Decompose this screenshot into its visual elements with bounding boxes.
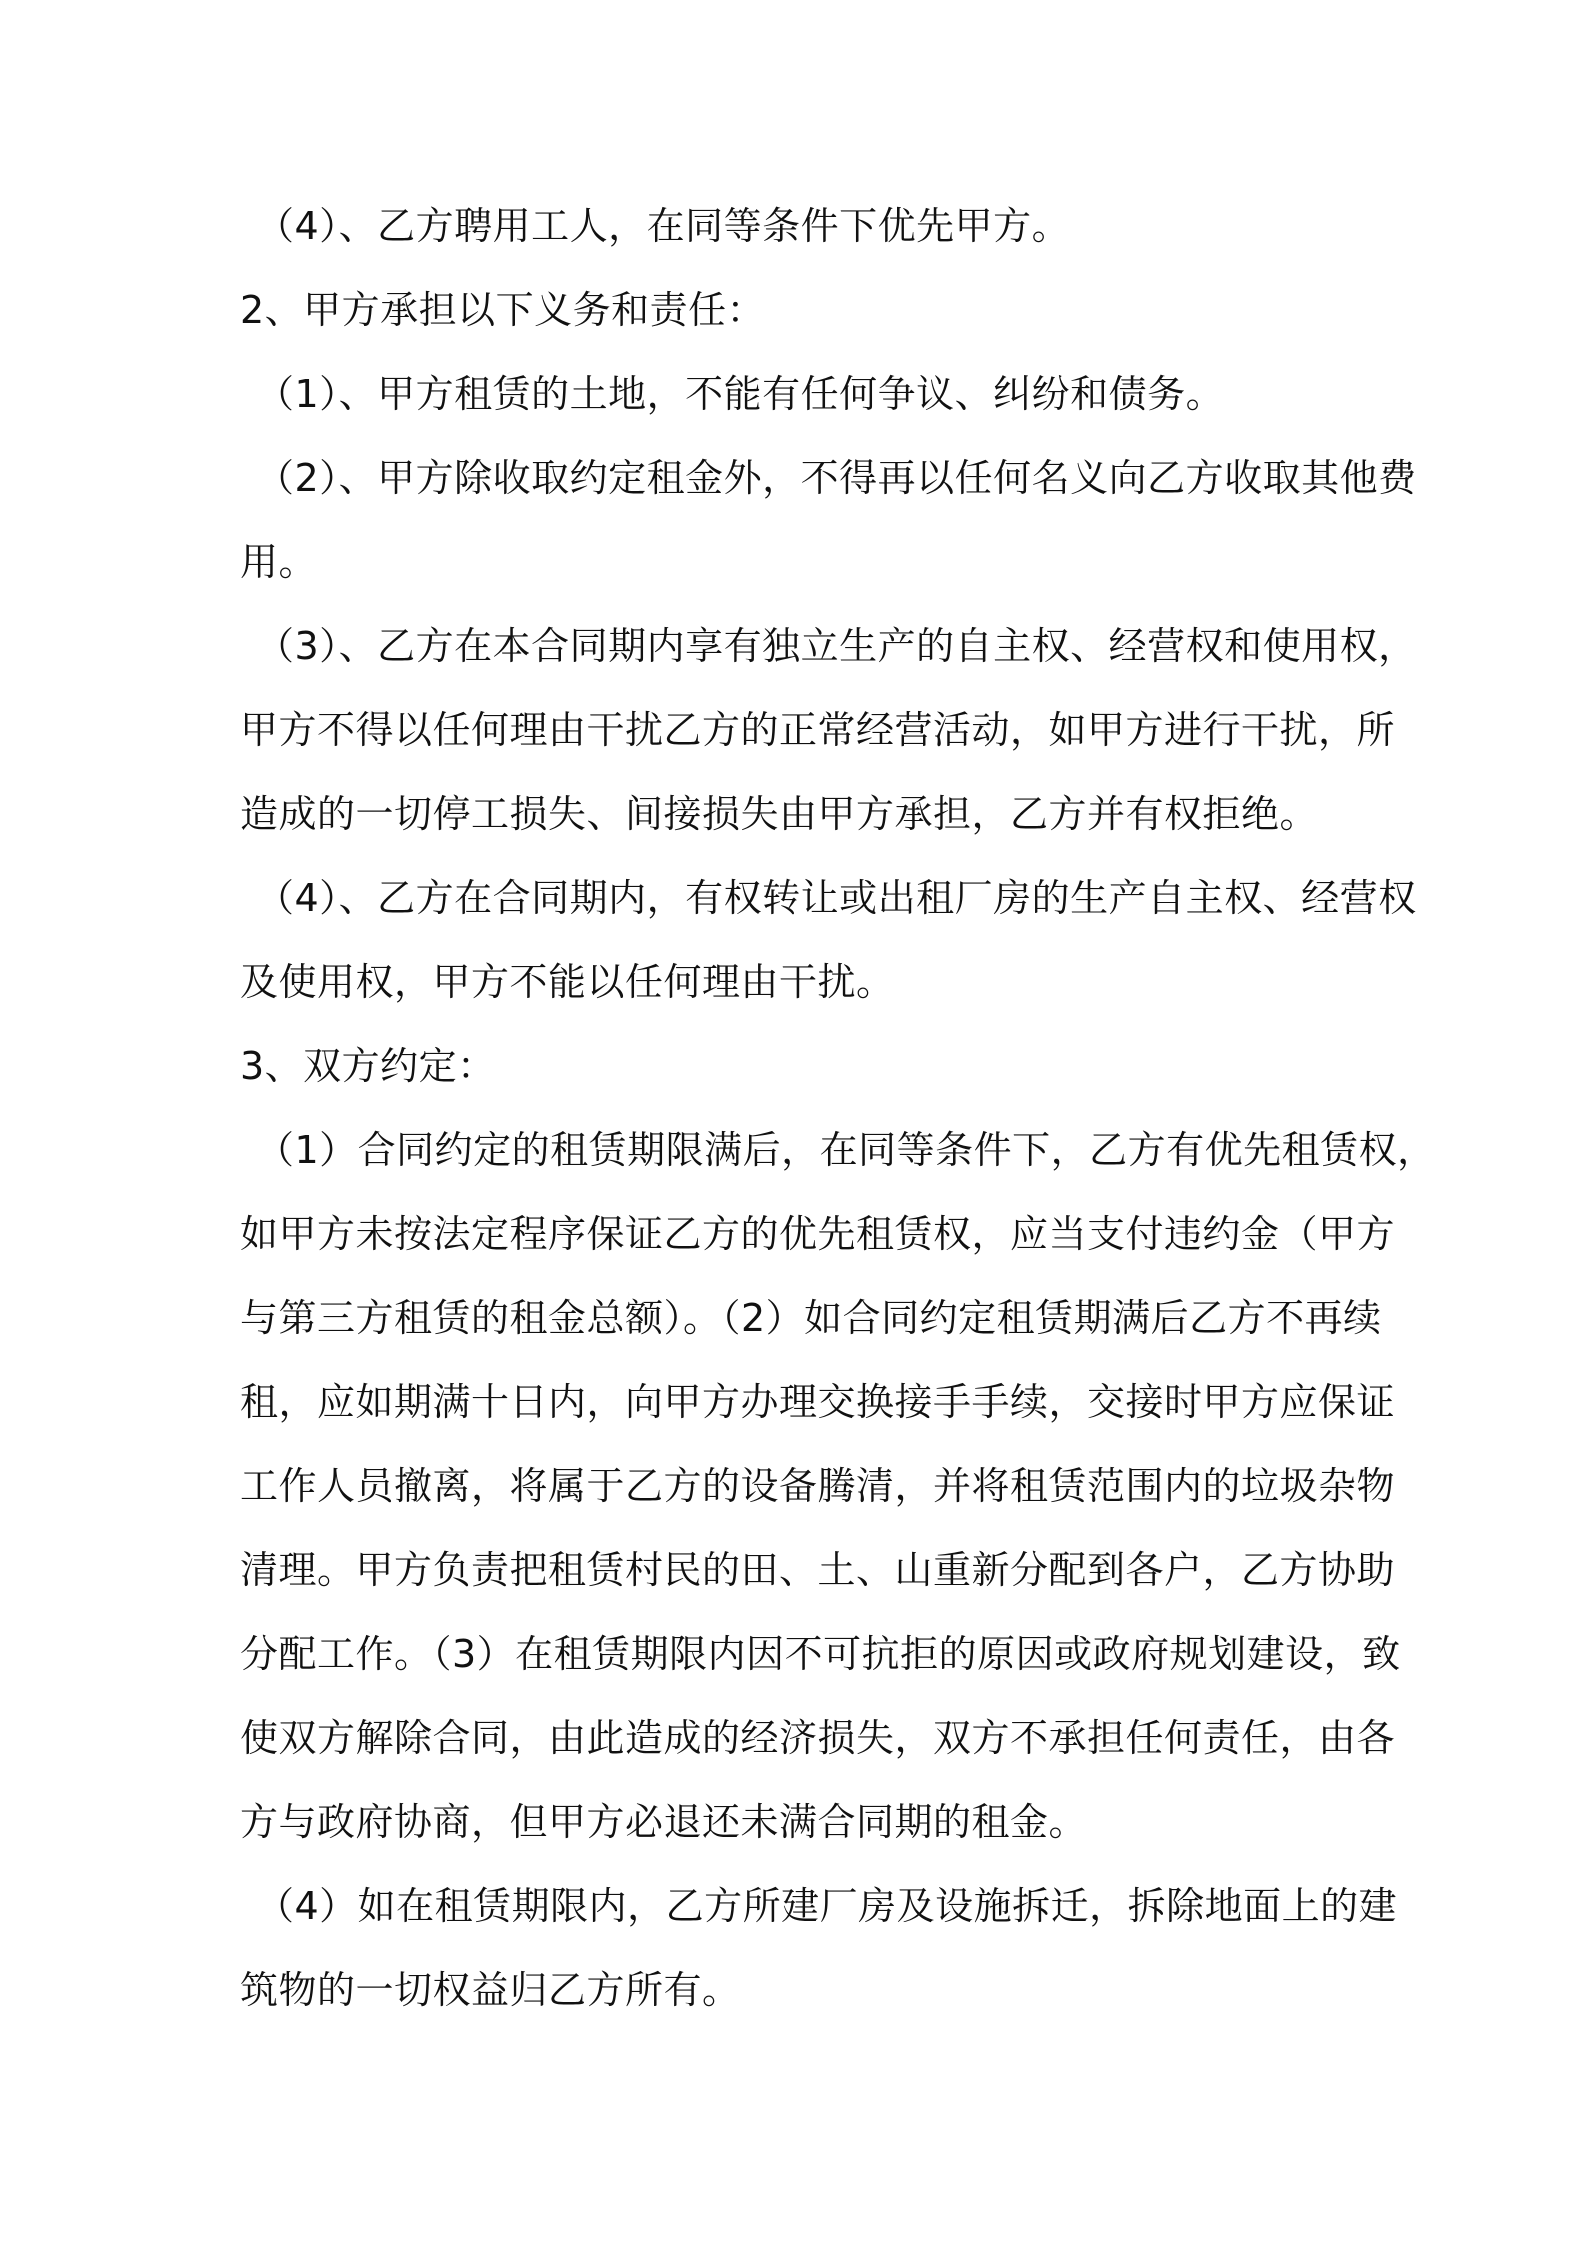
- clause-line: （1）合同约定的租赁期限满后，在同等条件下，乙方有优先租赁权，: [256, 1128, 1436, 1172]
- clause-line: 租，应如期满十日内，向甲方办理交换接手手续，交接时甲方应保证: [240, 1380, 1396, 1424]
- section-heading: 2、甲方承担以下义务和责任：: [240, 288, 766, 332]
- clause-line: 筑物的一切权益归乙方所有。: [240, 1968, 741, 2012]
- clause-line: （4）如在租赁期限内，乙方所建厂房及设施拆迁，拆除地面上的建: [256, 1884, 1398, 1928]
- clause-line: 使双方解除合同，由此造成的经济损失，双方不承担任何责任，由各: [240, 1716, 1396, 1760]
- clause-line: 清理。甲方负责把租赁村民的田、土、山重新分配到各户，乙方协助: [240, 1548, 1396, 1592]
- clause-line: （2）、甲方除收取约定租金外，不得再以任何名义向乙方收取其他费: [256, 456, 1417, 500]
- clause-line: （4）、乙方聘用工人，在同等条件下优先甲方。: [256, 204, 1071, 248]
- contract-text: [240, 184, 1436, 2032]
- clause-line: 与第三方租赁的租金总额）。（2）如合同约定租赁期满后乙方不再续: [240, 1296, 1382, 1340]
- clause-line: 工作人员撤离，将属于乙方的设备腾清，并将租赁范围内的垃圾杂物: [240, 1464, 1396, 1508]
- section-heading: 3、双方约定：: [240, 1044, 496, 1088]
- clause-line: 如甲方未按法定程序保证乙方的优先租赁权，应当支付违约金（甲方: [240, 1212, 1396, 1256]
- clause-line: 方与政府协商，但甲方必退还未满合同期的租金。: [240, 1800, 1088, 1844]
- clause-line: 造成的一切停工损失、间接损失由甲方承担，乙方并有权拒绝。: [240, 792, 1319, 836]
- clause-line: 分配工作。（3）在租赁期限内因不可抗拒的原因或政府规划建设，致: [240, 1632, 1401, 1676]
- clause-line: （4）、乙方在合同期内，有权转让或出租厂房的生产自主权、经营权: [256, 876, 1417, 920]
- clause-line: （3）、乙方在本合同期内享有独立生产的自主权、经营权和使用权，: [256, 624, 1417, 668]
- clause-line: 甲方不得以任何理由干扰乙方的正常经营活动，如甲方进行干扰，所: [240, 708, 1396, 752]
- clause-line: 及使用权，甲方不能以任何理由干扰。: [240, 960, 895, 1004]
- clause-line: 用。: [240, 540, 318, 584]
- clause-line: （1）、甲方租赁的土地，不能有任何争议、纠纷和债务。: [256, 372, 1225, 416]
